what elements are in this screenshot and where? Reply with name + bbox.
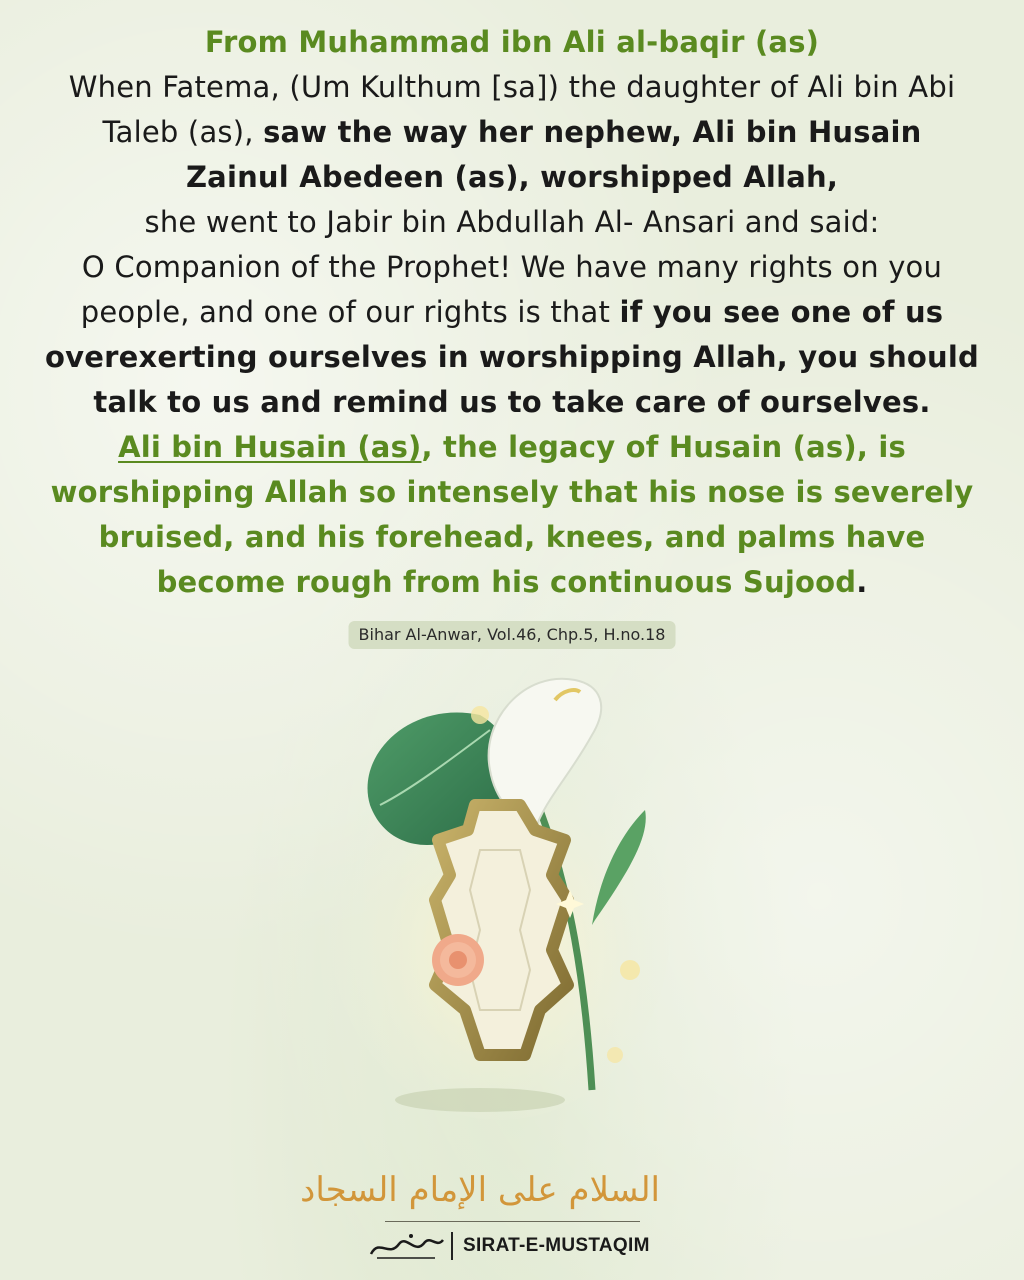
hadith-heading: From Muhammad ibn Ali al-baqir (as) [204,25,820,59]
footer-separator [451,1232,453,1260]
green-line-3: bruised, and his forehead, knees, and palms have [98,520,926,554]
source-citation: Bihar Al-Anwar, Vol.46, Chp.5, H.no.18 [349,621,676,649]
calla-lily-lantern-illustration [330,660,670,1120]
bokeh-light [620,960,640,980]
speech-line-2-plain: people, and one of our rights is that [80,295,620,329]
green-line-4-end: . [856,565,868,599]
speech-line-4: talk to us and remind us to take care of ourselves. [93,385,931,419]
intro-line-2-plain: Taleb (as), [102,115,264,149]
speech-line-2-bold: if you see one of us [619,295,944,329]
intro-line-2-bold: saw the way her nephew, Ali bin Husain [263,115,922,149]
hadith-text [30,20,994,605]
brand-name: SIRAT-E-MUSTAQIM [463,1235,650,1256]
intro-line-2 [30,110,994,155]
sirat-logo-calligraphy-icon [365,1228,447,1264]
green-line-1-underlined: Ali bin Husain (as) [118,430,422,464]
ground-shadow [395,1088,565,1112]
peach-carnation [432,934,484,986]
green-line-1-rest: , the legacy of Husain (as), is [421,430,906,464]
intro-line-3: Zainul Abedeen (as), worshipped Allah, [185,160,839,194]
bokeh-light [471,706,489,724]
green-line-2: worshipping Allah so intensely that his nose is severely [50,475,974,509]
green-line-1 [30,425,994,470]
bokeh-light [607,1047,623,1063]
intro-line-1: When Fatema, (Um Kulthum [sa]) the daughter of Ali bin Abi [68,70,956,104]
green-line-4 [30,560,994,605]
green-line-4-text: become rough from his continuous Sujood [156,565,857,599]
intro-line-4: she went to Jabir bin Abdullah Al- Ansari and said: [144,205,880,239]
arabic-salutation-calligraphy: السلام على الإمام السجاد [300,1170,660,1210]
footer-brand-row [365,1226,650,1266]
speech-line-2 [30,290,994,335]
speech-line-3: overexerting ourselves in worshipping Allah, you should [44,340,979,374]
footer-divider [385,1221,640,1222]
speech-line-1: O Companion of the Prophet! We have many rights on you [81,250,943,284]
